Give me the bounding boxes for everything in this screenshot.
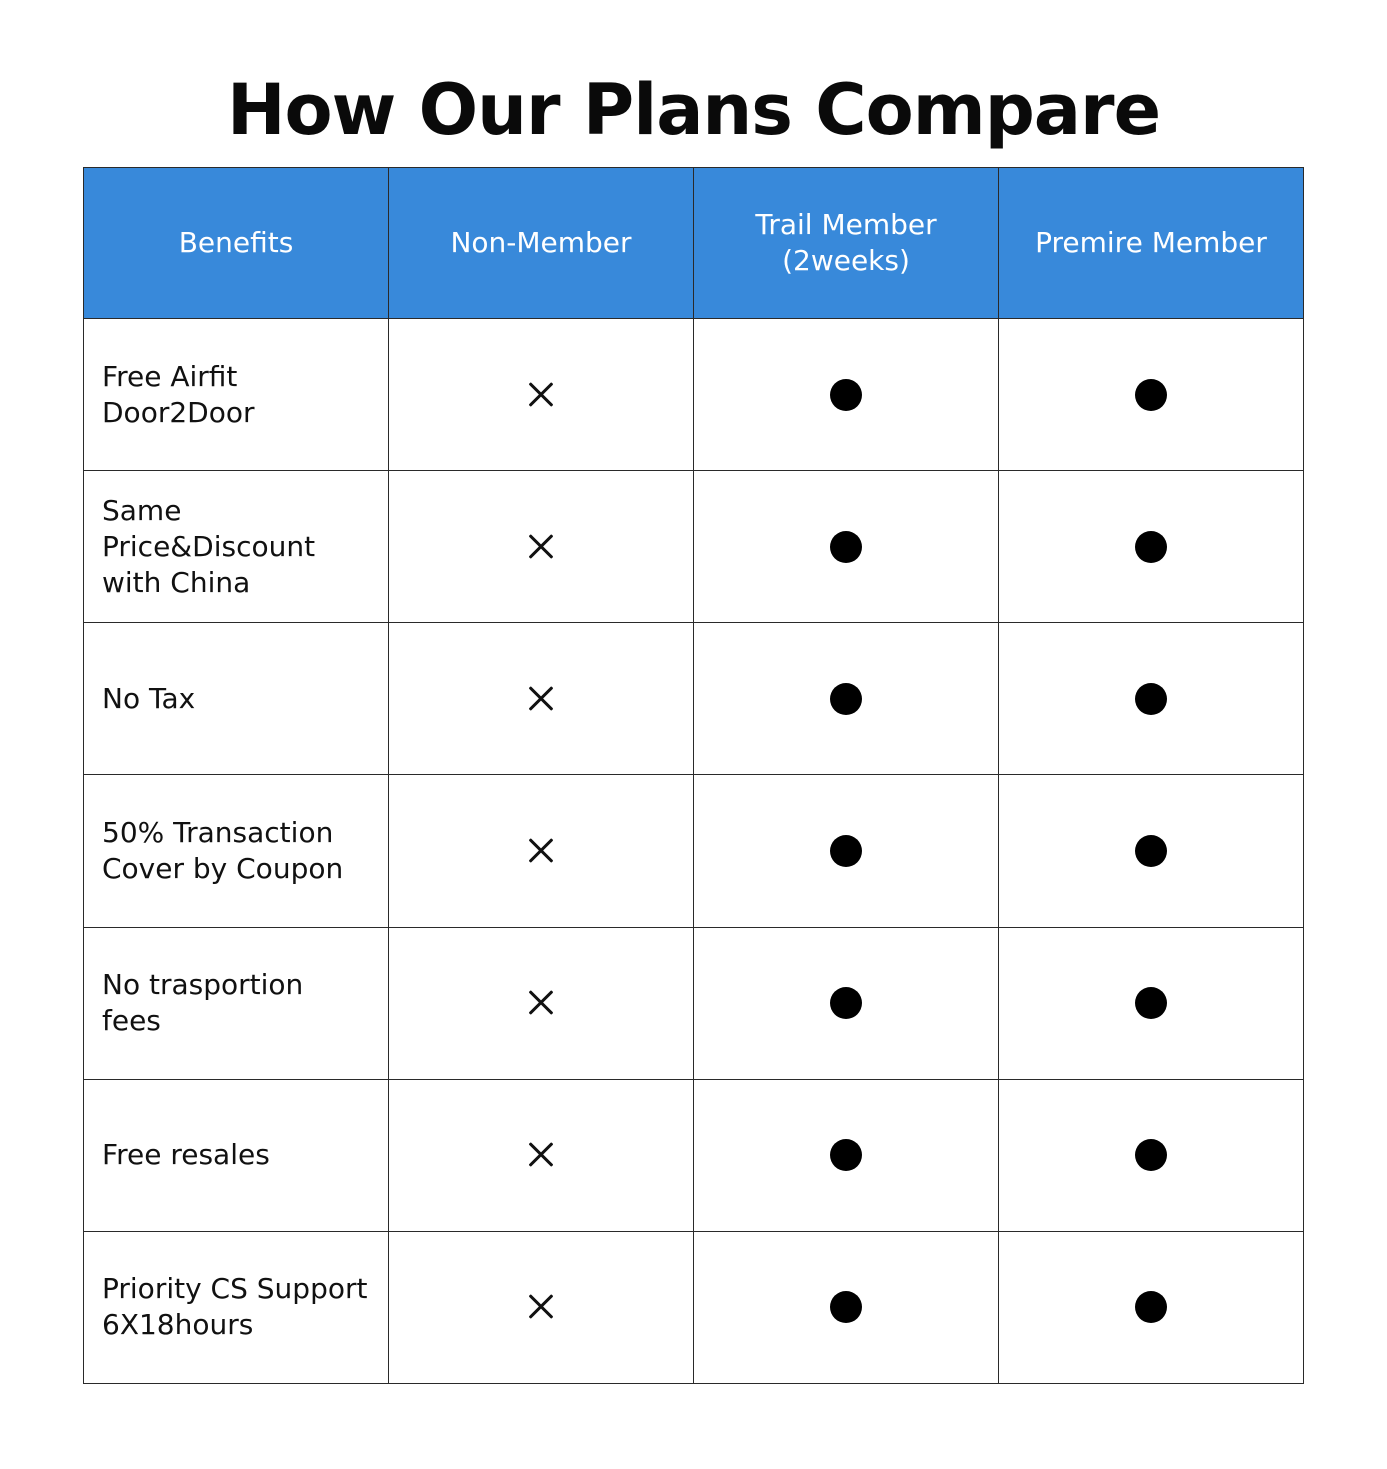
column-header-trail-member: Trail Member (2weeks) [694, 168, 999, 319]
table-row [84, 1231, 1304, 1383]
column-header-premire-member: Premire Member [999, 168, 1304, 319]
trail-member-cell [694, 1079, 999, 1231]
non-member-cell [389, 775, 694, 927]
non-member-cell [389, 623, 694, 775]
dot-icon [1135, 379, 1167, 411]
dot-icon [830, 1291, 862, 1323]
benefit-label: Same Price&Discount with China [84, 471, 389, 623]
column-header-non-member: Non-Member [389, 168, 694, 319]
non-member-cell [389, 471, 694, 623]
trail-member-cell [694, 471, 999, 623]
cross-icon [528, 990, 554, 1016]
dot-icon [830, 683, 862, 715]
benefit-label: Free resales [84, 1079, 389, 1231]
plans-comparison-table [83, 167, 1304, 1384]
premire-member-cell [999, 927, 1304, 1079]
dot-icon [830, 531, 862, 563]
dot-icon [1135, 1291, 1167, 1323]
trail-member-cell [694, 927, 999, 1079]
table-row [84, 1079, 1304, 1231]
premire-member-cell [999, 775, 1304, 927]
cross-icon [528, 382, 554, 408]
benefit-label: 50% Transaction Cover by Coupon [84, 775, 389, 927]
column-header-benefits: Benefits [84, 168, 389, 319]
table-row [84, 927, 1304, 1079]
non-member-cell [389, 927, 694, 1079]
premire-member-cell [999, 1231, 1304, 1383]
non-member-cell [389, 1079, 694, 1231]
dot-icon [830, 1139, 862, 1171]
benefit-label: Priority CS Support 6X18hours [84, 1231, 389, 1383]
trail-member-cell [694, 775, 999, 927]
trail-member-cell [694, 319, 999, 471]
table-row [84, 775, 1304, 927]
premire-member-cell [999, 1079, 1304, 1231]
cross-icon [528, 534, 554, 560]
cross-icon [528, 1294, 554, 1320]
table-row [84, 471, 1304, 623]
page-title: How Our Plans Compare [226, 69, 1161, 151]
dot-icon [830, 379, 862, 411]
cross-icon [528, 686, 554, 712]
premire-member-cell [999, 623, 1304, 775]
premire-member-cell [999, 471, 1304, 623]
dot-icon [1135, 1139, 1167, 1171]
dot-icon [1135, 835, 1167, 867]
table-row [84, 319, 1304, 471]
cross-icon [528, 1142, 554, 1168]
dot-icon [1135, 987, 1167, 1019]
benefit-label: No trasportion fees [84, 927, 389, 1079]
trail-member-cell [694, 623, 999, 775]
dot-icon [1135, 531, 1167, 563]
dot-icon [830, 835, 862, 867]
non-member-cell [389, 319, 694, 471]
trail-member-cell [694, 1231, 999, 1383]
cross-icon [528, 838, 554, 864]
benefit-label: Free Airfit Door2Door [84, 319, 389, 471]
benefit-label: No Tax [84, 623, 389, 775]
dot-icon [830, 987, 862, 1019]
non-member-cell [389, 1231, 694, 1383]
dot-icon [1135, 683, 1167, 715]
premire-member-cell [999, 319, 1304, 471]
table-row [84, 623, 1304, 775]
header-row [84, 168, 1304, 319]
